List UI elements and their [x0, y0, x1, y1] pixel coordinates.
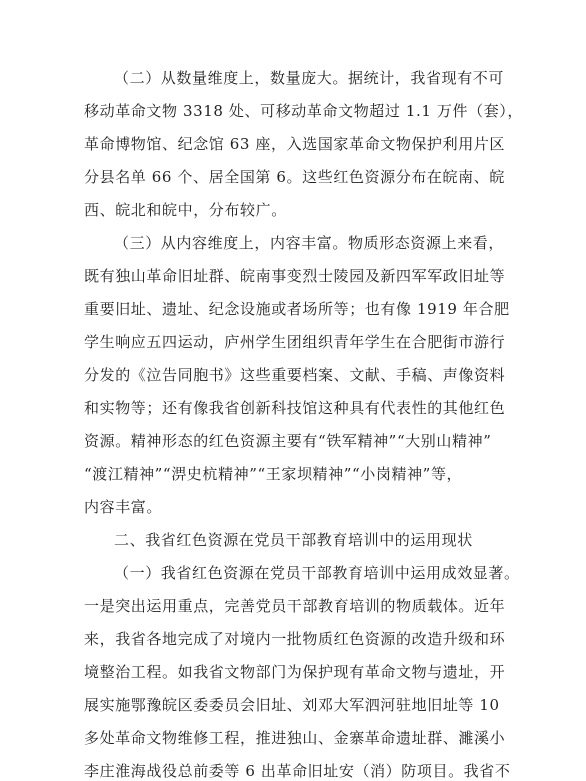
- paragraph-line: （三）从内容维度上，内容丰富。物质形态资源上来看，: [114, 234, 505, 252]
- paragraph-line: （一）我省红色资源在党员干部教育培训中运用成效显著。: [114, 564, 520, 582]
- paragraph-line: 分发的《泣告同胞书》这些重要档案、文献、手稿、声像资料: [84, 366, 506, 384]
- paragraph-line: 分县名单 66 个、居全国第 6。这些红色资源分布在皖南、皖: [84, 168, 505, 186]
- paragraph-line: 和实物等；还有像我省创新科技馆这种具有代表性的其他红色: [84, 399, 506, 417]
- paragraph-line: 既有独山革命旧址群、皖南事变烈士陵园及新四军军政旧址等: [84, 267, 506, 285]
- paragraph-line: 学生响应五四运动，庐州学生团组织青年学生在合肥街市游行: [84, 333, 506, 351]
- paragraph-line: 多处革命文物维修工程，推进独山、金寨革命遗址群、濉溪小: [84, 729, 506, 747]
- section-heading: 二、我省红色资源在党员干部教育培训中的运用现状: [114, 531, 473, 549]
- paragraph-line: 一是突出运用重点，完善党员干部教育培训的物质载体。近年: [84, 597, 506, 615]
- paragraph-line: 资源。精神形态的红色资源主要有“铁军精神”“大别山精神”: [84, 432, 492, 450]
- paragraph-line: 革命博物馆、纪念馆 63 座，入选国家革命文物保护利用片区: [84, 135, 506, 153]
- paragraph-line: 境整治工程。如我省文物部门为保护现有革命文物与遗址，开: [84, 663, 506, 681]
- paragraph-line: 西、皖北和皖中，分布较广。: [84, 201, 287, 219]
- paragraph-line: “渡江精神”“淠史杭精神”“王家坝精神”“小岗精神”等，: [84, 465, 463, 483]
- paragraph-line: 李庄淮海战役总前委等 6 出革命旧址安（消）防项目。我省不: [84, 762, 511, 780]
- paragraph-line: 来，我省各地完成了对境内一批物质红色资源的改造升级和环: [84, 630, 506, 648]
- paragraph-line: 移动革命文物 3318 处、可移动革命文物超过 1.1 万件（套），: [84, 102, 524, 120]
- paragraph-line: （二）从数量维度上，数量庞大。据统计，我省现有不可: [114, 69, 505, 87]
- paragraph-line: 内容丰富。: [84, 498, 163, 516]
- paragraph-line: 展实施鄂豫皖区委委员会旧址、刘邓大军泗河驻地旧址等 10: [84, 696, 500, 714]
- paragraph-line: 重要旧址、遗址、纪念设施或者场所等；也有像 1919 年合肥: [84, 300, 510, 318]
